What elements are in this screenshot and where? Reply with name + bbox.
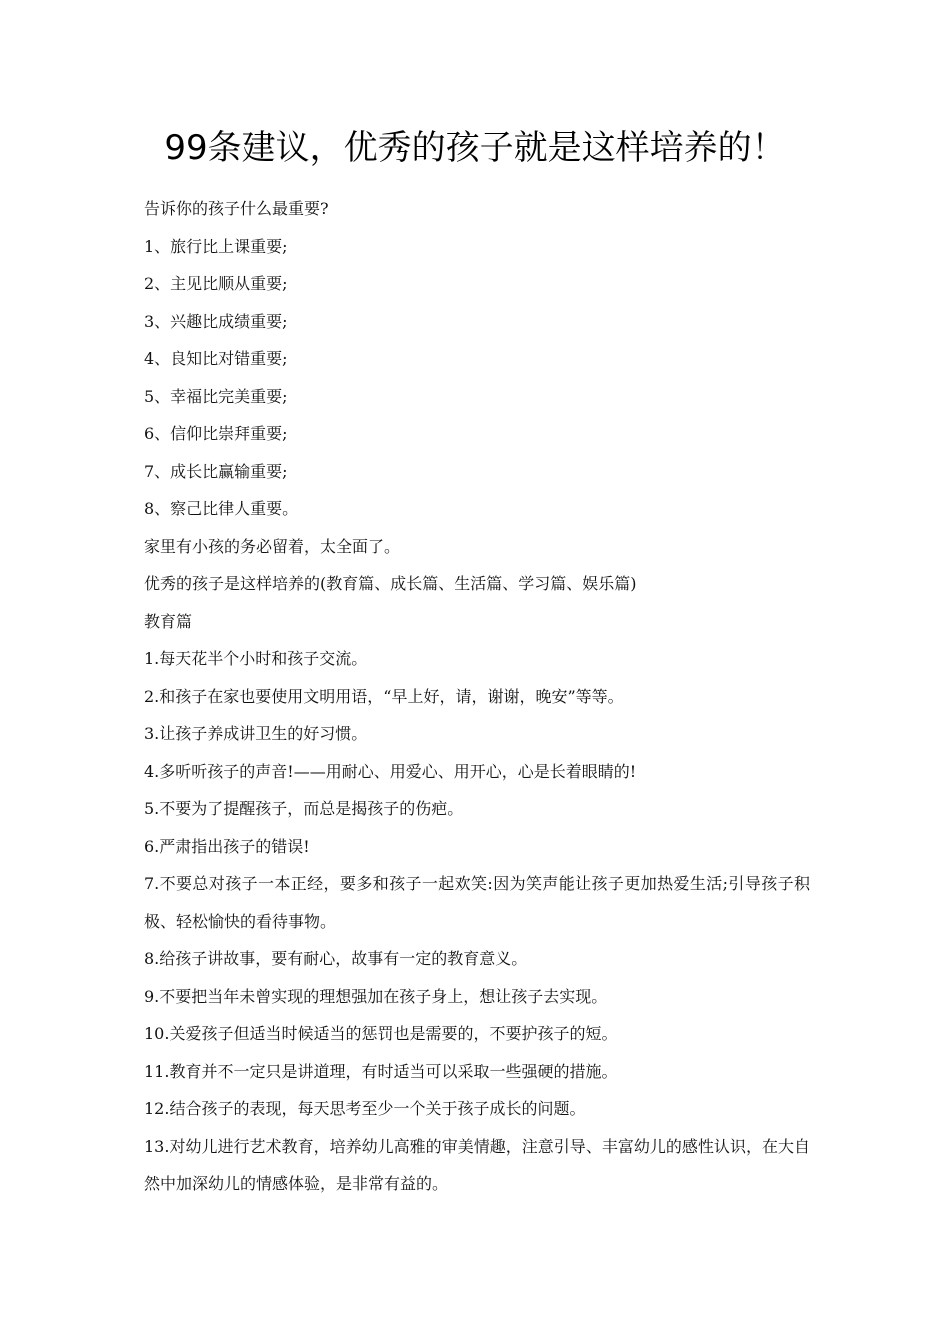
education-item: 12.结合孩子的表现，每天思考至少一个关于孩子成长的问题。 (144, 1099, 586, 1118)
document-title: 99条建议，优秀的孩子就是这样培养的！ (164, 128, 786, 168)
education-item: 1.每天花半个小时和孩子交流。 (144, 649, 368, 668)
education-item: 13.对幼儿进行艺术教育，培养幼儿高雅的审美情趣，注意引导、丰富幼儿的感性认识，在大自然中加深幼儿的情感体验，是非常有益的。 (144, 1136, 810, 1193)
education-item: 11.教育并不一定只是讲道理，有时适当可以采取一些强硬的措施。 (144, 1061, 618, 1081)
education-item: 3.让孩子养成讲卫生的好习惯。 (144, 724, 368, 743)
important-item: 3、兴趣比成绩重要; (144, 311, 288, 331)
education-item: 6.严肃指出孩子的错误! (144, 836, 310, 856)
document-body (144, 190, 810, 1203)
important-item: 7、成长比赢输重要; (144, 461, 288, 481)
subtitle-paragraph: 优秀的孩子是这样培养的(教育篇、成长篇、生活篇、学习篇、娱乐篇) (144, 574, 637, 593)
important-item: 2、主见比顺从重要; (144, 274, 288, 293)
important-item: 8、察己比律人重要。 (144, 499, 299, 518)
education-item: 2.和孩子在家也要使用文明用语，“早上好，请，谢谢，晚安”等等。 (144, 686, 624, 706)
intro-question: 告诉你的孩子什么最重要? (144, 199, 329, 218)
education-item: 4.多听听孩子的声音!——用耐心、用爱心、用开心，心是长着眼睛的! (144, 761, 637, 781)
education-item: 8.给孩子讲故事，要有耐心，故事有一定的教育意义。 (144, 949, 528, 968)
education-item: 7.不要总对孩子一本正经，要多和孩子一起欢笑:因为笑声能让孩子更加热爱生活;引导孩子积极、轻松愉快的看待事物。 (144, 874, 810, 931)
education-item: 5.不要为了提醒孩子，而总是揭孩子的伤疤。 (144, 799, 464, 818)
important-item: 1、旅行比上课重要; (144, 236, 288, 256)
note-paragraph: 家里有小孩的务必留着，太全面了。 (144, 536, 401, 556)
important-item: 6、信仰比崇拜重要; (144, 424, 288, 443)
education-item: 9.不要把当年未曾实现的理想强加在孩子身上，想让孩子去实现。 (144, 986, 608, 1006)
important-item: 5、幸福比完美重要; (144, 386, 288, 406)
education-item: 10.关爱孩子但适当时候适当的惩罚也是需要的，不要护孩子的短。 (144, 1024, 618, 1043)
important-item: 4、良知比对错重要; (144, 349, 288, 368)
section-heading: 教育篇 (144, 611, 193, 631)
